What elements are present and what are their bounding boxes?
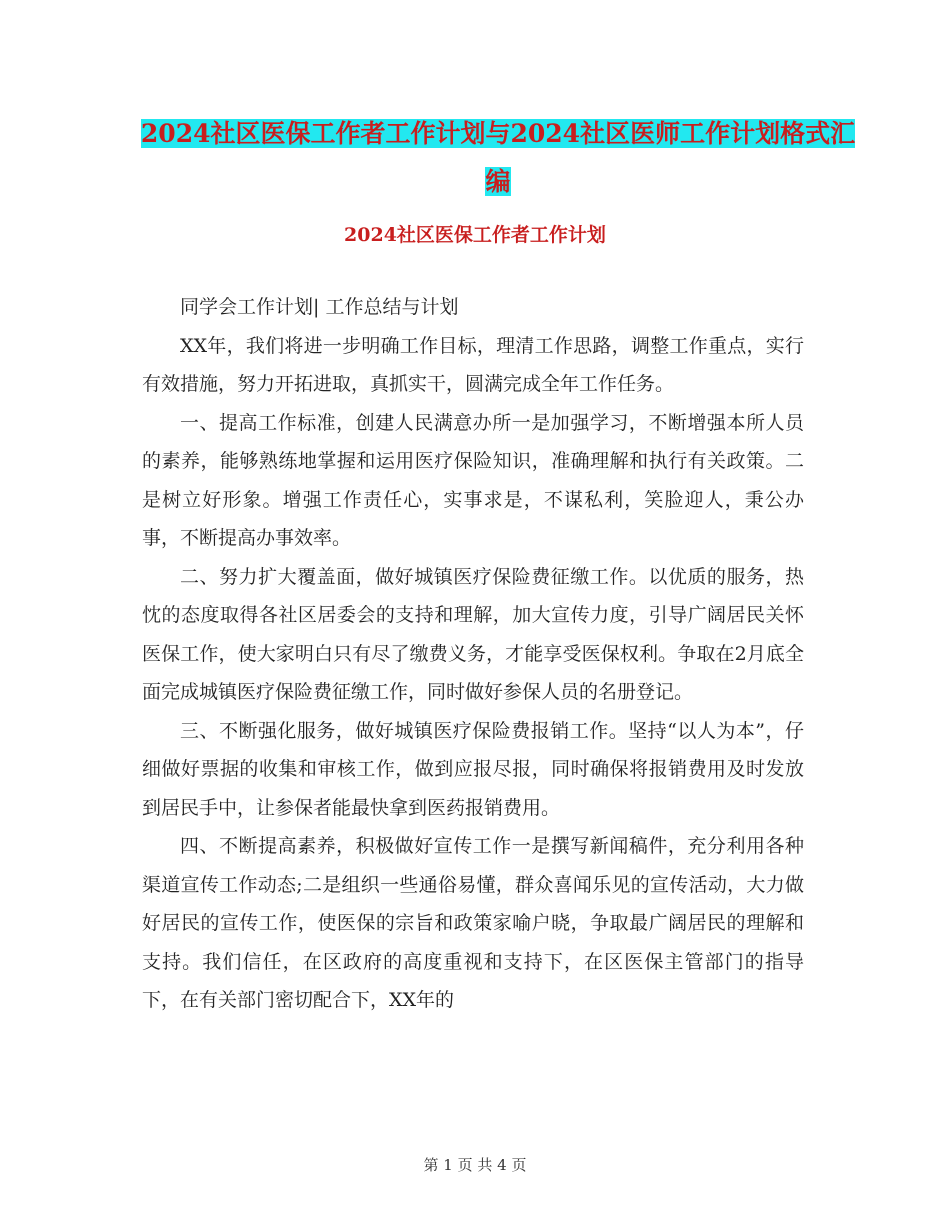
document-body xyxy=(142,288,804,1020)
paragraph: XX年，我们将进一步明确工作目标，理清工作思路，调整工作重点，实行有效措施，努力开拓进取，真抓实干，圆满完成全年工作任务。 xyxy=(142,334,804,395)
paragraph: 一、提高工作标准，创建人民满意办所一是加强学习，不断增强本所人员的素养，能够熟练地掌握和运用医疗保险知识，准确理解和执行有关政策。二是树立好形象。增强工作责任心，实事求是，不谋私利，笑脸迎人，秉公办事，不断提高办事效率。 xyxy=(142,411,804,549)
document-title-text: 2024社区医保工作者工作计划与2024社区医师工作计划格式汇编 xyxy=(140,119,856,196)
paragraph: 同学会工作计划| 工作总结与计划 xyxy=(180,296,459,318)
paragraph: 三、不断强化服务，做好城镇医疗保险费报销工作。坚持“以人为本”，仔细做好票据的收集和审核工作，做到应报尽报，同时确保将报销费用及时发放到居民手中，让参保者能最快拿到医药报销费用。 xyxy=(142,719,804,819)
document-title xyxy=(140,110,856,206)
paragraph: 二、努力扩大覆盖面，做好城镇医疗保险费征缴工作。以优质的服务，热忱的态度取得各社区居委会的支持和理解，加大宣传力度，引导广阔居民关怀医保工作，使大家明白只有尽了缴费义务，才能享受医保权利。争取在2月底全面完成城镇医疗保险费征缴工作，同时做好参保人员的名册登记。 xyxy=(142,565,804,703)
section-title: 2024社区医保工作者工作计划 xyxy=(344,224,606,246)
paragraph: 四、不断提高素养，积极做好宣传工作一是撰写新闻稿件，充分利用各种渠道宣传工作动态;二是组织一些通俗易懂，群众喜闻乐见的宣传活动，大力做好居民的宣传工作，使医保的宗旨和政策家喻户晓，争取最广阔居民的理解和支持。我们信任，在区政府的高度重视和支持下，在区医保主管部门的指导下，在有关部门密切配合下，XX年的 xyxy=(142,835,804,1011)
page-footer: 第 1 页 共 4 页 xyxy=(423,1156,527,1174)
